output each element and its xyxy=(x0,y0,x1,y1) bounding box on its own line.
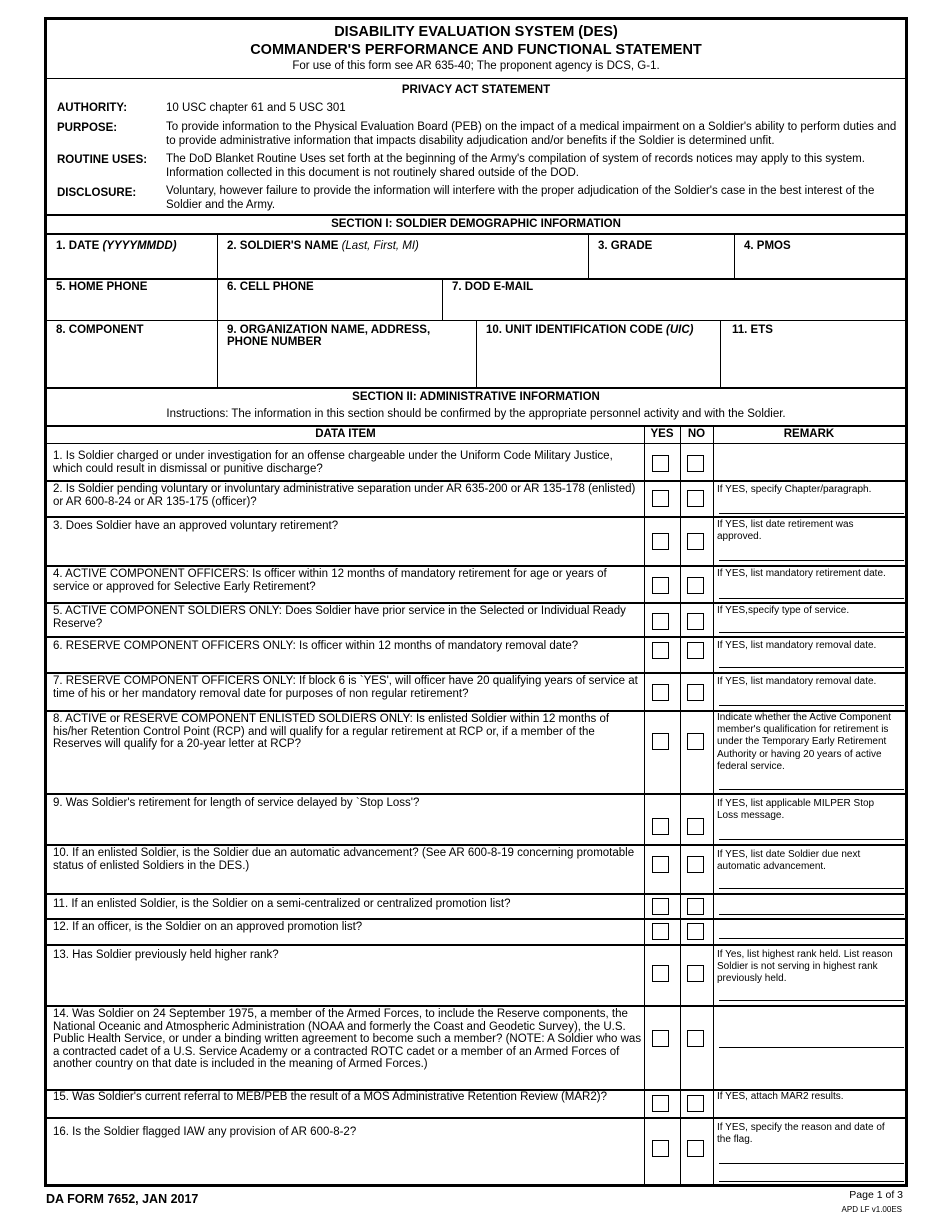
divider xyxy=(734,234,735,279)
routine-uses-text: The DoD Blanket Routine Uses set forth at the beginning of the Army's compilation of system of records notices may apply to this system. Information collected in this document is not routinely shared outside of the DOD. xyxy=(166,153,865,179)
item-2-remark: If YES, specify Chapter/paragraph. xyxy=(717,484,872,495)
item-1-question: 1. Is Soldier charged or under investigation for an offense chargeable under the Uniform Code Military Justice, which could result in dismissal or punitive discharge? xyxy=(53,450,613,475)
divider xyxy=(588,234,589,279)
item-15-remark: If YES, attach MAR2 results. xyxy=(717,1091,844,1102)
organization-field-label: 9. ORGANIZATION NAME, ADDRESS, PHONE NUMBER xyxy=(227,324,431,348)
divider xyxy=(47,844,905,846)
divider xyxy=(47,233,905,235)
item-13-remark-input[interactable] xyxy=(719,1000,904,1001)
pmos-field-label: 4. PMOS xyxy=(744,240,791,252)
form-id: DA FORM 7652, JAN 2017 xyxy=(46,1192,199,1206)
item-14-remark-input[interactable] xyxy=(719,1047,904,1048)
divider xyxy=(47,1117,905,1119)
item-12-question: 12. If an officer, is the Soldier on an approved promotion list? xyxy=(53,921,363,933)
item-11-remark-input[interactable] xyxy=(719,914,904,915)
item-16-remark-input-2[interactable] xyxy=(719,1181,904,1182)
routine-uses-label: ROUTINE USES: xyxy=(57,154,148,166)
privacy-heading: PRIVACY ACT STATEMENT xyxy=(401,84,551,96)
item-3-no-checkbox[interactable] xyxy=(687,533,704,550)
item-2-yes-checkbox[interactable] xyxy=(652,490,669,507)
divider xyxy=(47,672,905,674)
section1-heading: SECTION I: SOLDIER DEMOGRAPHIC INFORMATION xyxy=(331,218,621,230)
item-4-remark-input[interactable] xyxy=(719,598,904,599)
purpose-label: PURPOSE: xyxy=(57,122,118,134)
item-16-yes-checkbox[interactable] xyxy=(652,1140,669,1157)
column-header-no: NO xyxy=(687,428,706,440)
item-16-question: 16. Is the Soldier flagged IAW any provision of AR 600-8-2? xyxy=(53,1126,357,1138)
divider xyxy=(47,278,905,280)
item-16-remark: If YES, specify the reason and date of the flag. xyxy=(717,1122,885,1146)
divider xyxy=(47,425,905,427)
item-8-yes-checkbox[interactable] xyxy=(652,733,669,750)
item-7-yes-checkbox[interactable] xyxy=(652,684,669,701)
divider xyxy=(217,234,218,279)
item-4-yes-checkbox[interactable] xyxy=(652,577,669,594)
column-header-yes: YES xyxy=(650,428,674,440)
item-6-remark-input[interactable] xyxy=(719,667,904,668)
divider xyxy=(47,480,905,482)
page-number: Page 1 of 3 xyxy=(849,1189,903,1201)
divider xyxy=(47,918,905,920)
item-7-remark: If YES, list mandatory removal date. xyxy=(717,676,877,687)
item-4-no-checkbox[interactable] xyxy=(687,577,704,594)
item-6-no-checkbox[interactable] xyxy=(687,642,704,659)
item-6-remark: If YES, list mandatory removal date. xyxy=(717,640,877,651)
divider xyxy=(47,565,905,567)
item-6-yes-checkbox[interactable] xyxy=(652,642,669,659)
item-8-remark: Indicate whether the Active Component member's qualification for retirement is under the Temporary Early Retirement Authority or having 20 years of active federal service. xyxy=(717,712,891,772)
item-9-question: 9. Was Soldier's retirement for length of service delayed by `Stop Loss'? xyxy=(53,797,420,809)
item-10-remark: If YES, list date Soldier due next automatic advancement. xyxy=(717,849,861,873)
divider xyxy=(217,279,218,320)
email-field-label: 7. DOD E-MAIL xyxy=(452,281,534,293)
item-3-question: 3. Does Soldier have an approved voluntary retirement? xyxy=(53,520,339,532)
date-field-label: 1. DATE (YYYYMMDD) xyxy=(56,240,177,252)
divider xyxy=(47,1005,905,1007)
item-7-no-checkbox[interactable] xyxy=(687,684,704,701)
form-title-line2: COMMANDER'S PERFORMANCE AND FUNCTIONAL STATEMENT xyxy=(250,42,702,58)
divider xyxy=(47,443,905,444)
item-7-remark-input[interactable] xyxy=(719,705,904,706)
section2-heading: SECTION II: ADMINISTRATIVE INFORMATION xyxy=(352,391,600,403)
item-12-no-checkbox[interactable] xyxy=(687,923,704,940)
ets-field-label: 11. ETS xyxy=(732,324,773,336)
item-2-no-checkbox[interactable] xyxy=(687,490,704,507)
item-10-remark-input[interactable] xyxy=(719,888,904,889)
divider xyxy=(47,387,905,389)
divider xyxy=(720,321,721,387)
item-6-question: 6. RESERVE COMPONENT OFFICERS ONLY: Is officer within 12 months of mandatory removal date? xyxy=(53,640,579,652)
item-5-remark-input[interactable] xyxy=(719,632,904,633)
item-8-no-checkbox[interactable] xyxy=(687,733,704,750)
item-5-remark: If YES,specify type of service. xyxy=(717,605,850,616)
item-15-question: 15. Was Soldier's current referral to MEB/PEB the result of a MOS Administrative Retention Review (MAR2)? xyxy=(53,1091,607,1103)
soldier-name-field-label: 2. SOLDIER'S NAME (Last, First, MI) xyxy=(227,240,419,252)
item-5-question: 5. ACTIVE COMPONENT SOLDIERS ONLY: Does Soldier have prior service in the Selected or Individual Ready Reserve? xyxy=(53,605,626,630)
item-9-yes-checkbox[interactable] xyxy=(652,818,669,835)
divider xyxy=(47,214,905,216)
divider xyxy=(47,78,905,79)
item-10-no-checkbox[interactable] xyxy=(687,856,704,873)
form-title-line1: DISABILITY EVALUATION SYSTEM (DES) xyxy=(334,24,618,40)
grade-field-label: 3. GRADE xyxy=(598,240,653,252)
authority-text: 10 USC chapter 61 and 5 USC 301 xyxy=(166,102,346,114)
column-header-remark: REMARK xyxy=(783,428,835,440)
item-9-remark-input[interactable] xyxy=(719,839,904,840)
item-16-remark-input[interactable] xyxy=(719,1163,904,1164)
divider xyxy=(47,516,905,518)
divider xyxy=(713,426,714,1187)
item-9-remark: If YES, list applicable MILPER Stop Loss message. xyxy=(717,798,875,822)
section2-instructions: Instructions: The information in this section should be confirmed by the appropriate personnel activity and with the Soldier. xyxy=(166,408,786,420)
item-5-yes-checkbox[interactable] xyxy=(652,613,669,630)
item-13-no-checkbox[interactable] xyxy=(687,965,704,982)
component-field-label: 8. COMPONENT xyxy=(56,324,144,336)
divider xyxy=(442,279,443,320)
item-7-question: 7. RESERVE COMPONENT OFFICERS ONLY: If block 6 is `YES', will officer have 20 qualifying years of service at time of his or her mandatory removal date for purposes of non regular retirement? xyxy=(53,675,638,700)
item-15-yes-checkbox[interactable] xyxy=(652,1095,669,1112)
item-13-yes-checkbox[interactable] xyxy=(652,965,669,982)
divider xyxy=(476,321,477,387)
divider xyxy=(217,321,218,387)
column-header-data-item: DATA ITEM xyxy=(315,428,376,440)
divider xyxy=(47,636,905,638)
item-14-no-checkbox[interactable] xyxy=(687,1030,704,1047)
item-4-question: 4. ACTIVE COMPONENT OFFICERS: Is officer within 12 months of mandatory retirement for age or years of service or approved for Selective Early Retirement? xyxy=(53,568,607,593)
form-version: APD LF v1.00ES xyxy=(841,1205,902,1214)
item-2-remark-input[interactable] xyxy=(719,513,904,514)
cell-phone-field-label: 6. CELL PHONE xyxy=(227,281,314,293)
item-4-remark: If YES, list mandatory retirement date. xyxy=(717,568,886,579)
item-8-question: 8. ACTIVE or RESERVE COMPONENT ENLISTED SOLDIERS ONLY: Is enlisted Soldier within 12 months of his/her Retention Control Point (RCP) and will qualify for a regular retirement at RCP or, if a member of the Reserves will qualify for a 20-year letter at RCP? xyxy=(53,713,610,750)
item-15-no-checkbox[interactable] xyxy=(687,1095,704,1112)
item-3-remark: If YES, list date retirement was approved. xyxy=(717,519,854,543)
divider xyxy=(47,893,905,895)
item-16-no-checkbox[interactable] xyxy=(687,1140,704,1157)
item-11-yes-checkbox[interactable] xyxy=(652,898,669,915)
disclosure-text: Voluntary, however failure to provide the information will interfere with the proper adjudication of the Soldier's case in the best interest of the Soldier and the Army. xyxy=(166,185,875,211)
item-11-question: 11. If an enlisted Soldier, is the Soldier on a semi-centralized or centralized promotion list? xyxy=(53,898,511,910)
item-2-question: 2. Is Soldier pending voluntary or involuntary administrative separation under AR 635-200 or AR 135-178 (enlisted) or AR 600-8-24 or AR 135-175 (officer)? xyxy=(53,483,636,508)
home-phone-field-label: 5. HOME PHONE xyxy=(56,281,148,293)
form-page xyxy=(44,17,908,1187)
item-13-question: 13. Has Soldier previously held higher rank? xyxy=(53,949,279,961)
item-1-yes-checkbox[interactable] xyxy=(652,455,669,472)
item-9-no-checkbox[interactable] xyxy=(687,818,704,835)
divider xyxy=(680,426,681,1187)
divider xyxy=(47,944,905,946)
uic-field-label: 10. UNIT IDENTIFICATION CODE (UIC) xyxy=(486,324,694,336)
divider xyxy=(47,793,905,795)
form-subtitle: For use of this form see AR 635-40; The proponent agency is DCS, G-1. xyxy=(292,60,660,72)
item-13-remark: If Yes, list highest rank held. List reason Soldier is not serving in highest rank previously held. xyxy=(717,949,893,985)
item-10-yes-checkbox[interactable] xyxy=(652,856,669,873)
item-11-no-checkbox[interactable] xyxy=(687,898,704,915)
item-3-yes-checkbox[interactable] xyxy=(652,533,669,550)
disclosure-label: DISCLOSURE: xyxy=(57,187,137,199)
item-12-yes-checkbox[interactable] xyxy=(652,923,669,940)
item-10-question: 10. If an enlisted Soldier, is the Soldier due an automatic advancement? (See AR 600-8-19 concerning promotable status of enlisted Soldiers in the DES.) xyxy=(53,847,635,872)
item-5-no-checkbox[interactable] xyxy=(687,613,704,630)
item-8-remark-input[interactable] xyxy=(719,789,904,790)
divider xyxy=(47,602,905,604)
item-1-no-checkbox[interactable] xyxy=(687,455,704,472)
item-12-remark-input[interactable] xyxy=(719,938,904,939)
authority-label: AUTHORITY: xyxy=(57,102,128,114)
item-14-question: 14. Was Soldier on 24 September 1975, a member of the Armed Forces, to include the Reserve components, the National Oceanic and Atmospheric Administration (NOAA and formerly the Coast and Geodetic Survey), the U.S. Public Health Service, or under a binding written agreement to become such a member? (NOTE: A Soldier who was a contracted cadet of a U.S. Service Academy or a contracted ROTC cadet or a member of an Armed Forces of another country on that date is included in the meaning of Armed Forces.) xyxy=(53,1008,642,1070)
item-14-yes-checkbox[interactable] xyxy=(652,1030,669,1047)
item-3-remark-input[interactable] xyxy=(719,560,904,561)
purpose-text: To provide information to the Physical Evaluation Board (PEB) on the impact of a medical impairment on a Soldier's ability to perform duties and to provide administrative information that impacts disability adjudication and/or benefits if the Soldier is determined unfit. xyxy=(166,121,897,147)
